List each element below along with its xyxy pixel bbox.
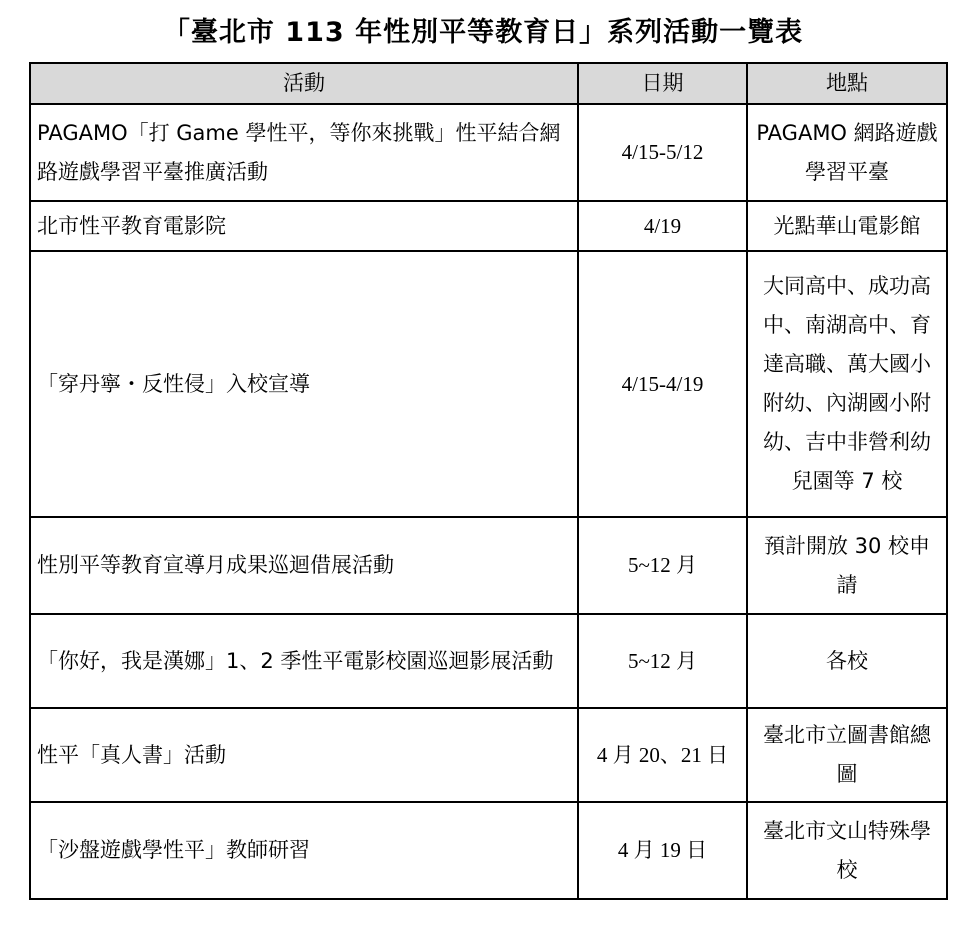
table-row	[30, 104, 947, 201]
header-location: 地點	[747, 63, 947, 104]
location-cell: 臺北市文山特殊學校	[747, 802, 947, 899]
location-cell: PAGAMO 網路遊戲學習平臺	[747, 104, 947, 201]
date-cell: 5~12 月	[578, 614, 747, 708]
location-cell: 預計開放 30 校申請	[747, 517, 947, 614]
location-cell: 各校	[747, 614, 947, 708]
table-row	[30, 201, 947, 251]
activity-cell: 性別平等教育宣導月成果巡迴借展活動	[30, 517, 578, 614]
header-date: 日期	[578, 63, 747, 104]
activity-cell: 「你好，我是漢娜」1、2 季性平電影校園巡迴影展活動	[30, 614, 578, 708]
table-row	[30, 517, 947, 614]
date-cell: 4/19	[578, 201, 747, 251]
table-header-row	[30, 63, 947, 104]
table-row	[30, 614, 947, 708]
activities-table	[29, 62, 948, 900]
page-title: 「臺北市 113 年性別平等教育日」系列活動一覽表	[162, 17, 804, 48]
date-cell: 4 月 20、21 日	[578, 708, 747, 802]
table-row	[30, 251, 947, 517]
activity-cell: 「穿丹寧・反性侵」入校宣導	[30, 251, 578, 517]
table-row	[30, 708, 947, 802]
activity-cell: 北市性平教育電影院	[30, 201, 578, 251]
date-cell: 5~12 月	[578, 517, 747, 614]
activity-cell: 性平「真人書」活動	[30, 708, 578, 802]
date-cell: 4 月 19 日	[578, 802, 747, 899]
table-row	[30, 802, 947, 899]
location-cell: 大同高中、成功高中、南湖高中、育達高職、萬大國小附幼、內湖國小附幼、吉中非營利幼兒園等 7 校	[747, 251, 947, 517]
activity-cell: PAGAMO「打 Game 學性平，等你來挑戰」性平結合網路遊戲學習平臺推廣活動	[30, 104, 578, 201]
location-cell: 臺北市立圖書館總圖	[747, 708, 947, 802]
date-cell: 4/15-4/19	[578, 251, 747, 517]
date-cell: 4/15-5/12	[578, 104, 747, 201]
activity-cell: 「沙盤遊戲學性平」教師研習	[30, 802, 578, 899]
header-activity: 活動	[30, 63, 578, 104]
location-cell: 光點華山電影館	[747, 201, 947, 251]
